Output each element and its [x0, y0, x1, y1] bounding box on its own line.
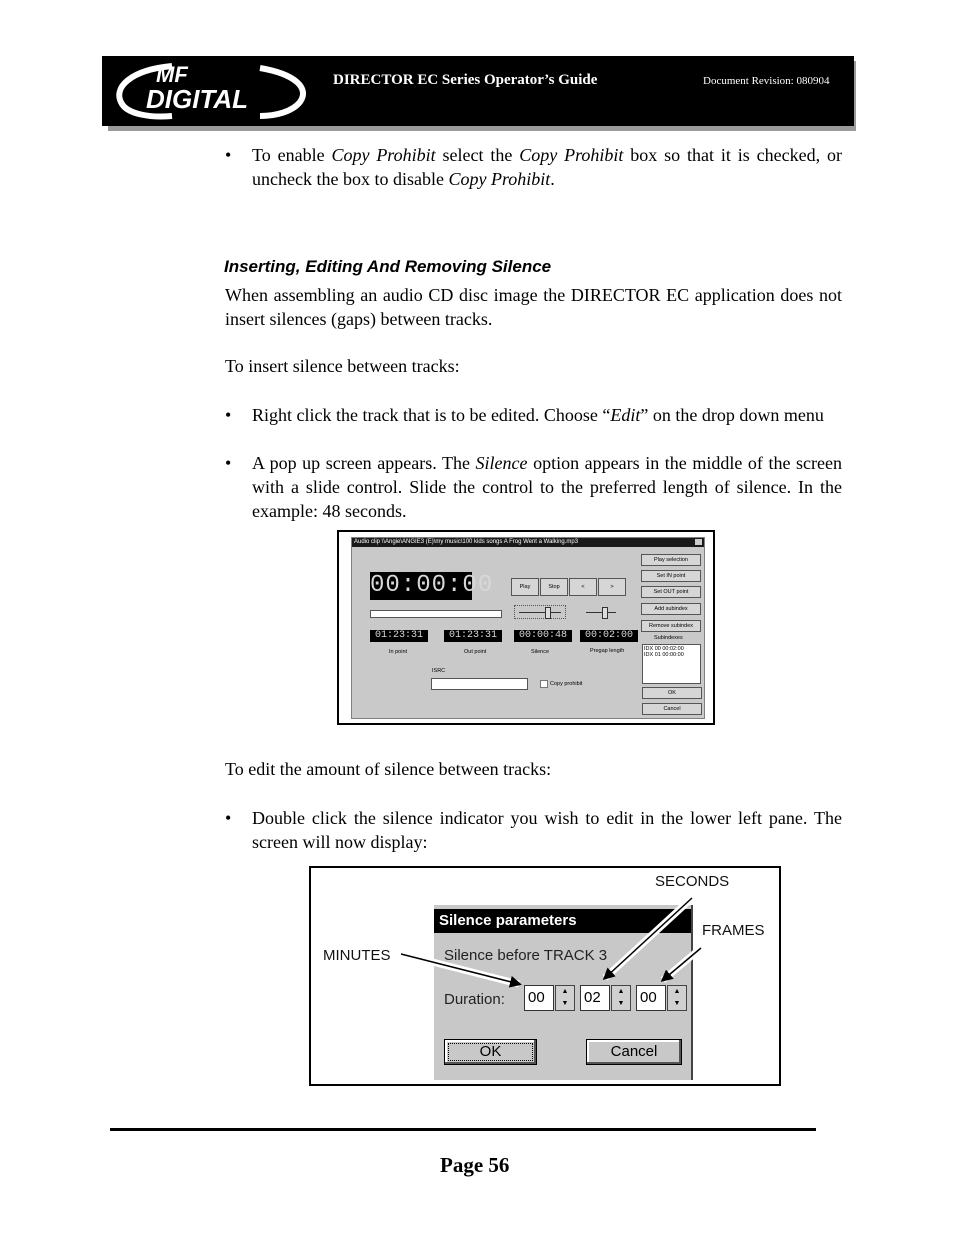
text: ” on the drop down menu	[640, 405, 824, 425]
position-slider[interactable]	[370, 610, 502, 618]
play-selection-button[interactable]: Play selection	[641, 554, 701, 566]
minutes-field[interactable]: 00	[524, 985, 554, 1011]
dialog-subtitle: Silence before TRACK 3	[444, 947, 608, 964]
bullet-dot: •	[225, 453, 232, 473]
text: select the	[435, 145, 520, 165]
svg-text:MF: MF	[156, 62, 188, 87]
bullet-popup	[225, 451, 842, 523]
minutes-callout: MINUTES	[323, 947, 391, 964]
prev-button[interactable]: <	[569, 578, 597, 596]
in-point-display[interactable]: 01:23:31	[370, 630, 428, 642]
svg-text:DIGITAL: DIGITAL	[146, 84, 249, 114]
frames-callout: FRAMES	[702, 922, 765, 939]
section-heading: Inserting, Editing And Removing Silence	[224, 257, 552, 276]
ok-button[interactable]: OK	[642, 687, 702, 699]
text: option appears in the middle of the screen with a slide control. Slide the control to the preferred length of silence. In the example: 48 seconds.	[252, 453, 842, 521]
bullet-dot: •	[225, 808, 232, 828]
set-out-point-button[interactable]: Set OUT point	[641, 586, 701, 598]
out-point-label: Out point	[464, 649, 487, 655]
bullet-double-click	[225, 806, 842, 854]
close-icon[interactable]	[695, 539, 702, 545]
emphasis: Edit	[610, 405, 641, 425]
set-in-point-button[interactable]: Set IN point	[641, 570, 701, 582]
page-number: Page 56	[440, 1153, 510, 1177]
text: .	[550, 169, 555, 189]
remove-subindex-button[interactable]: Remove subindex	[641, 620, 701, 632]
down-arrow-icon[interactable]: ▼	[561, 1000, 569, 1007]
seconds-callout: SECONDS	[655, 873, 730, 890]
pregap-slider[interactable]	[584, 605, 620, 619]
bullet-dot: •	[225, 405, 232, 425]
document-revision: Document Revision: 080904	[703, 75, 830, 87]
emphasis: Copy Prohibit	[448, 169, 551, 189]
subindexes-label: Subindexes	[654, 635, 683, 641]
frames-field[interactable]: 00	[636, 985, 666, 1011]
list-item[interactable]: IDX 00 00:02:00	[644, 646, 684, 652]
mf-digital-logo	[110, 58, 310, 124]
main-time-display: 00:00:00	[370, 572, 494, 599]
text: To enable	[252, 145, 332, 165]
intro-paragraph: When assembling an audio CD disc image the DIRECTOR EC application does not insert silences (gaps) between tracks.	[225, 285, 842, 329]
frames-arrow	[663, 948, 701, 980]
silence-display[interactable]: 00:00:48	[514, 630, 572, 642]
text: box so that it is checked, or uncheck the box to disable	[252, 145, 842, 189]
seconds-field[interactable]: 02	[580, 985, 610, 1011]
pregap-label: Pregap length	[590, 648, 625, 654]
insert-lead: To insert silence between tracks:	[225, 356, 460, 376]
bullet-dot: •	[225, 145, 232, 165]
ok-button[interactable]: OK	[444, 1039, 537, 1065]
isrc-input[interactable]	[431, 678, 528, 690]
slider-thumb[interactable]	[602, 607, 608, 619]
down-arrow-icon[interactable]: ▼	[673, 1000, 681, 1007]
isrc-label: ISRC	[432, 668, 446, 674]
bullet-right-click	[225, 403, 842, 427]
edit-lead: To edit the amount of silence between tracks:	[225, 759, 552, 779]
callout-arrows	[309, 866, 781, 1086]
add-subindex-button[interactable]: Add subindex	[641, 603, 701, 615]
up-arrow-icon[interactable]: ▲	[673, 988, 681, 995]
text: Right click the track that is to be edited. Choose “	[252, 405, 611, 425]
subindex-list[interactable]	[642, 644, 701, 684]
copy-prohibit-checkbox[interactable]	[540, 680, 548, 688]
duration-label: Duration:	[444, 991, 505, 1008]
out-point-display[interactable]: 01:23:31	[444, 630, 502, 642]
emphasis: Silence	[475, 453, 528, 473]
cancel-button[interactable]: Cancel	[586, 1039, 682, 1065]
dialog-title: Silence parameters	[434, 909, 691, 933]
header-title: DIRECTOR EC Series Operator’s Guide	[333, 72, 598, 88]
minutes-arrow	[401, 954, 519, 984]
up-arrow-icon[interactable]: ▲	[617, 988, 625, 995]
footer-rule	[110, 1128, 816, 1131]
text: Double click the silence indicator you wish to edit in the lower left pane. The screen will now display:	[252, 808, 842, 852]
next-button[interactable]: >	[598, 578, 626, 596]
list-item[interactable]: IDX 01 00:00:00	[644, 652, 684, 658]
emphasis: Copy Prohibit	[519, 145, 624, 165]
in-point-label: In point	[389, 649, 408, 655]
pregap-display[interactable]: 00:02:00	[580, 630, 638, 642]
silence-slider[interactable]	[514, 605, 566, 619]
up-arrow-icon[interactable]: ▲	[561, 988, 569, 995]
text: A pop up screen appears. The	[252, 453, 476, 473]
slider-thumb[interactable]	[545, 607, 551, 619]
copy-prohibit-label: Copy prohibit	[550, 681, 583, 687]
down-arrow-icon[interactable]: ▼	[617, 1000, 625, 1007]
cancel-button[interactable]: Cancel	[642, 703, 702, 715]
emphasis: Copy Prohibit	[331, 145, 436, 165]
stop-button[interactable]: Stop	[540, 578, 568, 596]
audio-clip-window	[351, 537, 705, 719]
bullet-copy-prohibit	[225, 143, 842, 191]
silence-label: Silence	[531, 649, 550, 655]
window-title: Audio clip \\Angie\ANGIE3 (E)\my music\100 kids songs A Frog Went a Walking.mp3	[352, 538, 704, 547]
play-button[interactable]: Play	[511, 578, 539, 596]
